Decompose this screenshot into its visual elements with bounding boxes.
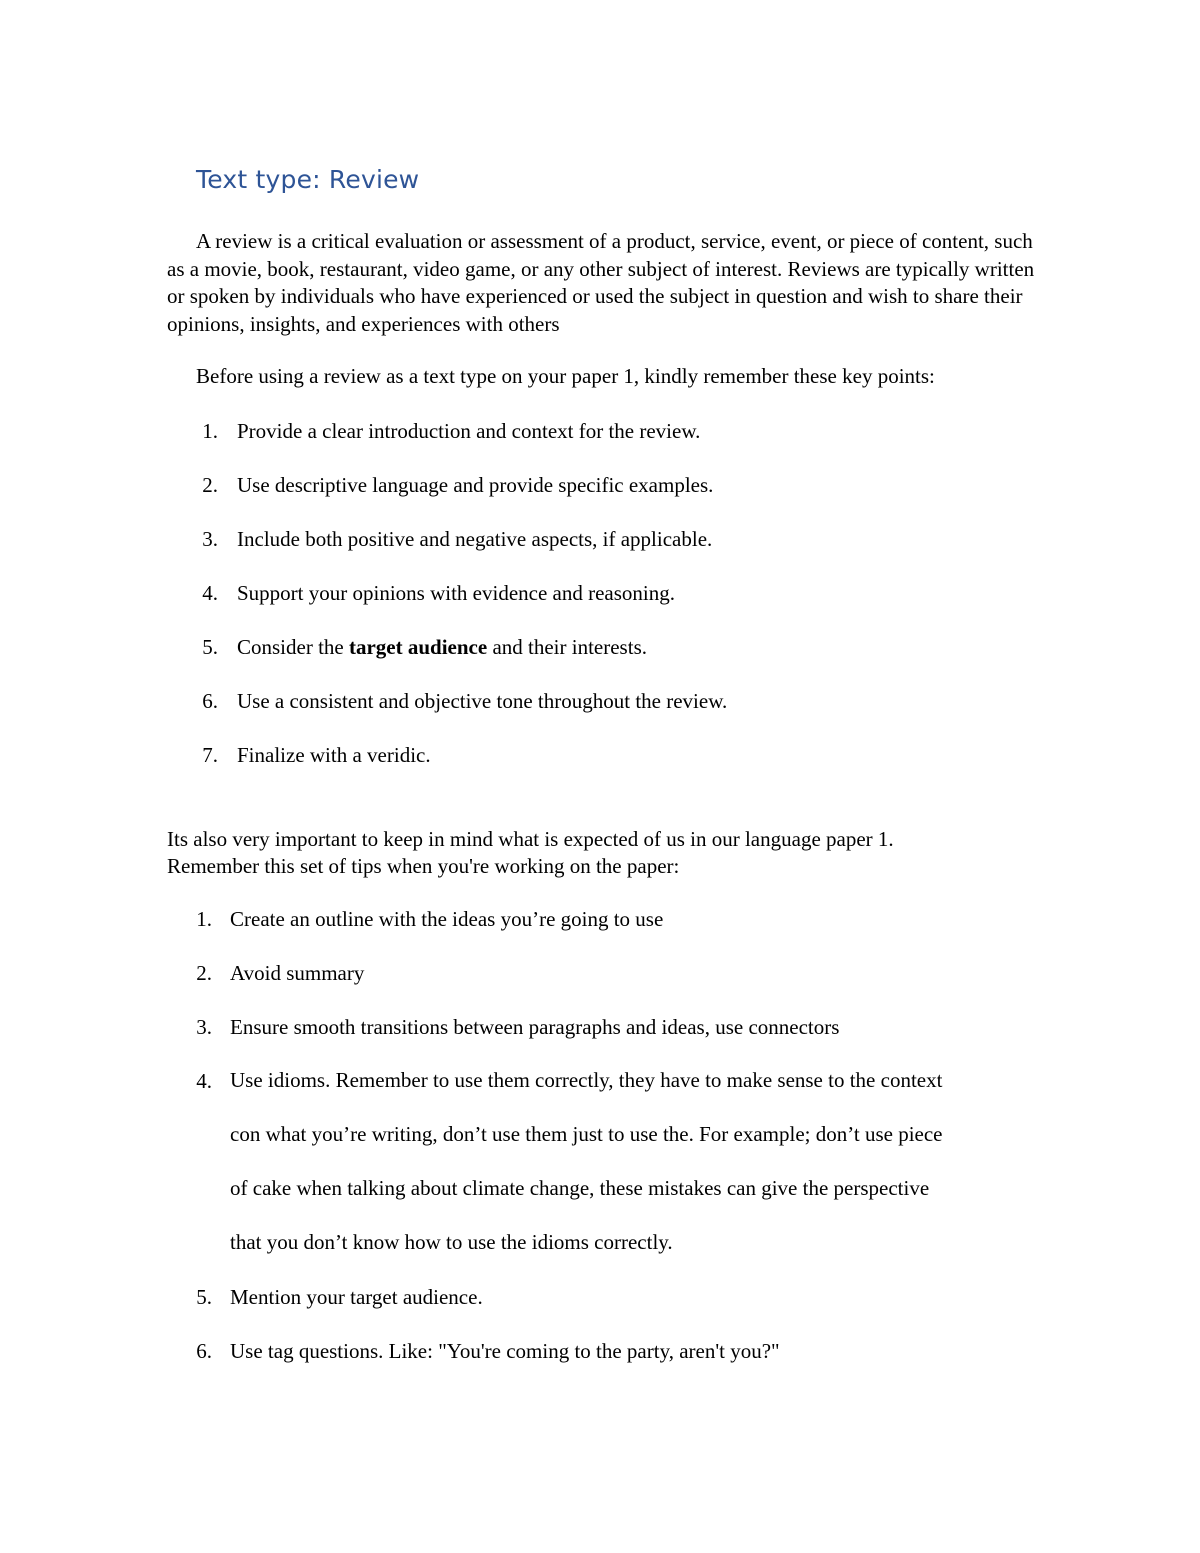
list-text: Provide a clear introduction and context for the review. [237,419,701,443]
list-number: 1. [196,907,212,931]
list-number: 3. [202,527,218,551]
list-text: Use a consistent and objective tone throughout the review. [237,689,728,713]
list-text-pre: Consider the [237,635,349,659]
list-number: 6. [202,689,218,713]
list-number: 4. [202,581,218,605]
list-number: 3. [196,1015,212,1039]
list-text-post: and their interests. [487,635,647,659]
list-text: Ensure smooth transitions between paragraphs and ideas, use connectors [230,1015,840,1039]
intro-paragraph: A review is a critical evaluation or assessment of a product, service, event, or piece of content, such as a movie, book, restaurant, video game, or any other subject of interest. Reviews are typically written or spoken by individuals who have experienced or used the subject in question and wish to share their opinions, insights, and experiences with others [167,229,1035,336]
list-text: Use tag questions. Like: "You're coming to the party, aren't you?" [230,1339,780,1363]
target-audience-emphasis: target audience [348,635,488,659]
key-points-lead: Before using a review as a text type on your paper 1, kindly remember these key points: [196,364,935,388]
list-number: 7. [202,743,218,767]
list-text: Mention your target audience. [230,1285,483,1309]
list-text-line: con what you’re writing, don’t use them just to use the. For example; don’t use piece [230,1122,943,1146]
list-number: 2. [202,473,218,497]
list-text: Avoid summary [230,961,365,985]
tips-intro-line-2: Remember this set of tips when you're working on the paper: [167,854,680,878]
list-text: Support your opinions with evidence and reasoning. [237,581,676,605]
list-text [237,635,647,660]
list-number: 6. [196,1339,212,1363]
list-number: 2. [196,961,212,985]
list-text-line: of cake when talking about climate change, these mistakes can give the perspective [230,1176,930,1200]
list-text: Finalize with a veridic. [237,743,431,767]
list-text: Include both positive and negative aspects, if applicable. [237,527,713,551]
tips-intro-paragraph [167,826,1047,880]
page-title: Text type: Review [196,165,420,194]
tips-intro-line-1: Its also very important to keep in mind what is expected of us in our language paper 1. [167,827,894,851]
list-text [230,1053,943,1269]
list-number: 1. [202,419,218,443]
list-text-line: that you don’t know how to use the idioms correctly. [230,1230,673,1254]
list-number: 5. [202,635,218,659]
list-number: 4. [196,1069,212,1093]
list-text: Use descriptive language and provide specific examples. [237,473,714,497]
list-text-line: Use idioms. Remember to use them correctly, they have to make sense to the context [230,1068,943,1092]
list-number: 5. [196,1285,212,1309]
list-text: Create an outline with the ideas you’re going to use [230,907,664,931]
